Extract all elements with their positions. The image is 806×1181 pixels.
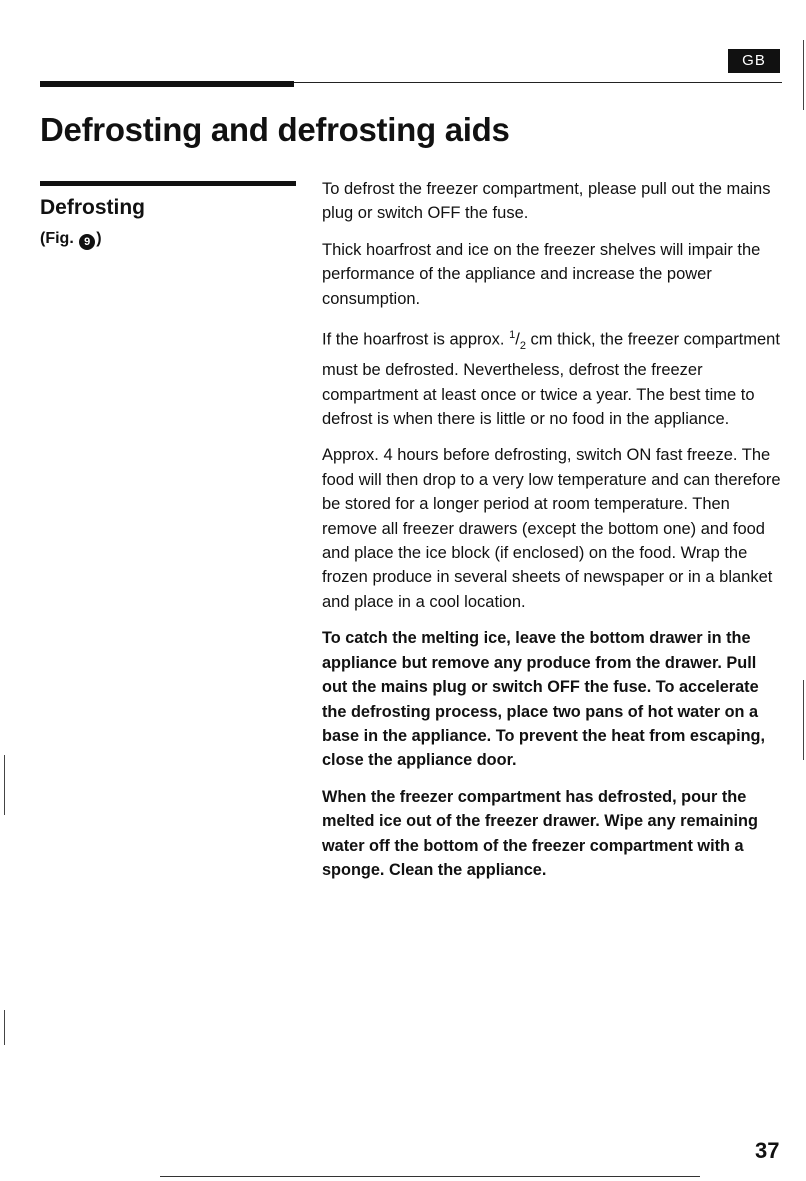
fraction-denominator: 2 xyxy=(519,339,526,352)
body-text xyxy=(322,177,782,894)
section-bar xyxy=(40,181,296,186)
paragraph-thickness-end: cm thick, the freezer compartment must be defrosted. Nevertheless, defrost the freezer compartment at least once or twice a year. The best time to defrost is when there is little or no food in the appliance. xyxy=(322,330,780,429)
scan-edge-mark xyxy=(803,680,804,760)
language-badge: GB xyxy=(728,49,780,73)
figure-reference xyxy=(40,228,102,250)
page-title: Defrosting and defrosting aids xyxy=(40,111,510,148)
fraction-numerator: 1 xyxy=(509,329,516,342)
figure-number-icon: 9 xyxy=(79,234,95,250)
scan-edge-mark xyxy=(803,40,804,110)
paragraph-after-defrost: When the freezer compartment has defrosted, pour the melted ice out of the freezer drawer. Wipe any remaining water off the bottom of the freezer compartment with a sponge. Clean the appliance. xyxy=(322,787,758,879)
figure-ref-prefix: (Fig. xyxy=(40,230,74,247)
figure-ref-suffix: ) xyxy=(96,230,102,247)
scan-edge-mark xyxy=(4,1010,5,1045)
paragraph-melting-ice: To catch the melting ice, leave the bottom drawer in the appliance but remove any produce from the drawer. Pull out the mains plug or switch OFF the fuse. To accelerate the defrosting process, place two pans of hot water on a base in the appliance. To prevent the heat from escaping, close the appliance door. xyxy=(322,629,766,770)
section-heading: Defrosting xyxy=(40,196,145,219)
footer-rule xyxy=(160,1176,700,1177)
scan-edge-mark xyxy=(4,755,5,815)
page-number: 37 xyxy=(755,1138,780,1163)
header-bar xyxy=(40,81,294,87)
paragraph-thickness-start: If the hoarfrost is approx. xyxy=(322,330,510,349)
paragraph-power-off: To defrost the freezer compartment, please pull out the mains plug or switch OFF the fuse. xyxy=(322,180,771,223)
paragraph-fast-freeze: Approx. 4 hours before defrosting, switch ON fast freeze. The food will then drop to a very low temperature and can therefore be stored for a longer period at room temperature. Then remove all freezer drawers (except the bottom one) and food and place the ice block (if enclosed) on the food. Wrap the frozen produce in several sheets of newspaper or in a blanket and place in a cool location. xyxy=(322,446,781,611)
paragraph-thickness: If the hoarfrost is approx. $^1/_2$ cm thick, the freezer compartment must be defrosted. Nevertheless, defrost the freezer compartment at least once or twice a year. The best time to defrost is when there is little or no food in the appliance. xyxy=(322,329,780,429)
paragraph-hoarfrost: Thick hoarfrost and ice on the freezer shelves will impair the performance of the appliance and increase the power consumption. xyxy=(322,240,761,308)
